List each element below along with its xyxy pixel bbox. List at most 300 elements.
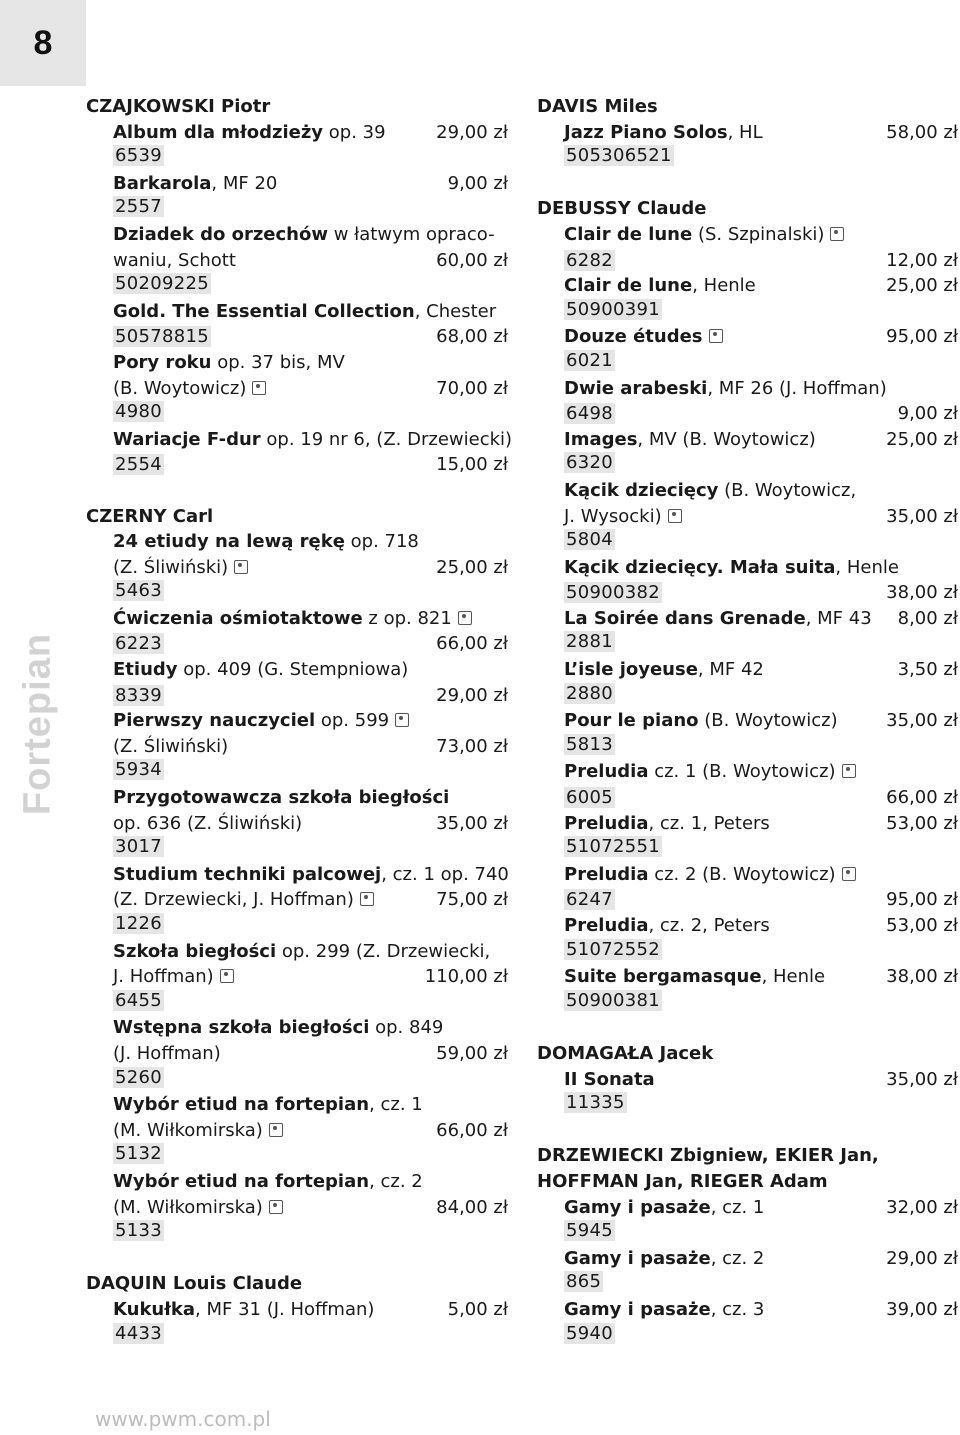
catalog-code: 5804: [566, 529, 614, 551]
catalog-entry: [537, 1246, 958, 1297]
entry-description: [113, 1015, 443, 1041]
catalog-code: 50209225: [115, 273, 210, 295]
composer-name: CZAJKOWSKI Piotr: [86, 96, 271, 117]
entry-price: 5,00 zł: [447, 1298, 508, 1320]
entry-code-line: [113, 196, 508, 222]
entry-code-line: [564, 529, 958, 555]
entry-details: , MV (B. Woytowicz): [637, 428, 816, 450]
catalog-code: 5813: [566, 733, 614, 755]
entry-title: Szkoła biegłości: [113, 940, 277, 962]
entry-details: , Henle: [835, 556, 899, 578]
catalog-entry: [86, 120, 508, 171]
composer-section: [86, 94, 513, 478]
entry-description: [113, 529, 419, 555]
entry-line: [564, 964, 958, 990]
catalog-code: 50578815: [115, 326, 210, 348]
entry-line: [564, 606, 958, 632]
entry-code-line: [564, 1092, 958, 1118]
entry-code-line: [113, 1067, 508, 1093]
cd-tag-icon: [220, 969, 234, 983]
entry-price: 66,00 zł: [886, 787, 958, 809]
entry-details: (B. Woytowicz): [113, 377, 247, 399]
entry-description: [113, 1297, 374, 1323]
entry-price: 9,00 zł: [447, 172, 508, 194]
footer-url[interactable]: www.pwm.com.pl: [95, 1407, 271, 1431]
entry-line: [113, 299, 508, 325]
entry-details: , cz. 1, Peters: [648, 812, 770, 834]
catalog-entry: [537, 913, 958, 964]
entry-description: [564, 913, 770, 939]
entry-title: Barkarola: [113, 172, 212, 194]
entry-description: [113, 964, 234, 990]
section-label: Fortepian: [16, 632, 59, 816]
entry-title: Clair de lune: [564, 275, 693, 297]
entry-description: [564, 759, 856, 785]
entry-title: Images: [564, 428, 638, 450]
entry-price: 15,00 zł: [436, 454, 508, 476]
entry-title: Gamy i pasaże: [564, 1247, 711, 1269]
entry-description: [113, 657, 408, 683]
entry-line: [113, 785, 508, 811]
entry-price: 29,00 zł: [436, 121, 508, 143]
entry-description: [113, 350, 345, 376]
catalog-code: 6455: [115, 989, 163, 1011]
composer-name: DEBUSSY Claude: [537, 198, 707, 220]
entry-price: 75,00 zł: [436, 889, 508, 911]
catalog-entry: [86, 862, 508, 939]
entry-price: 25,00 zł: [436, 556, 508, 578]
catalog-entry: [537, 222, 958, 273]
entry-code-line: [564, 785, 958, 811]
entry-code-line: [564, 836, 958, 862]
catalog-code: 5132: [115, 1143, 163, 1165]
entry-line: [113, 529, 508, 555]
entry-code-line: [113, 913, 508, 939]
entry-line: [113, 1015, 508, 1041]
catalog-entry: [86, 939, 508, 1016]
entry-description: [564, 555, 899, 581]
entry-line: [564, 555, 958, 581]
catalog-code: 5463: [115, 580, 163, 602]
entry-price: 25,00 zł: [886, 275, 958, 297]
catalog-column-left: [86, 94, 513, 1374]
cd-tag-icon: [360, 892, 374, 906]
entry-details: , MF 31 (J. Hoffman): [195, 1298, 375, 1320]
entry-code-line: [113, 145, 508, 171]
entry-description: [564, 478, 856, 504]
entry-description: [113, 734, 228, 760]
entry-details: , MF 20: [211, 172, 278, 194]
catalog-entry: [537, 862, 958, 913]
entry-price: 12,00 zł: [886, 249, 958, 271]
catalog-entry: [537, 478, 958, 555]
entry-description: [113, 939, 490, 965]
entry-details: (B. Woytowicz,: [718, 479, 857, 501]
entry-title: Kącik dziecięcy: [564, 479, 719, 501]
entry-title: Kukułka: [113, 1298, 196, 1320]
entry-code-line: [564, 452, 958, 478]
entry-description: [113, 606, 472, 632]
catalog-code: 8339: [115, 684, 163, 706]
entry-line: [113, 376, 508, 402]
entry-details: (B. Woytowicz): [698, 710, 838, 732]
catalog-code: 51072551: [566, 836, 661, 858]
composer-name: DAQUIN Louis Claude: [86, 1273, 303, 1295]
entry-code-line: [113, 683, 508, 709]
catalog-entry: [86, 606, 508, 657]
entry-title: Studium techniki palcowej: [113, 863, 382, 885]
entry-line: [113, 222, 508, 248]
entry-details: cz. 2 (B. Woytowicz): [648, 863, 836, 885]
entry-line: [113, 657, 508, 683]
entry-line: [564, 273, 958, 299]
entry-price: 3,50 zł: [897, 659, 958, 681]
composer-name: HOFFMAN Jan, RIEGER Adam: [537, 1170, 828, 1192]
entry-description: [113, 555, 248, 581]
catalog-code: 505306521: [566, 145, 672, 167]
entry-description: [113, 171, 277, 197]
entry-title: Dwie arabeski: [564, 377, 708, 399]
entry-code-line: [564, 401, 958, 427]
catalog-entry: [86, 529, 508, 606]
entry-title: Preludia: [564, 761, 649, 783]
entry-code-line: [113, 273, 508, 299]
entry-code-line: [564, 1271, 958, 1297]
entry-description: [113, 120, 386, 146]
entry-description: [113, 785, 449, 811]
entry-description: [564, 657, 764, 683]
catalog-code: 2881: [566, 631, 614, 653]
catalog-entry: [537, 376, 958, 427]
entry-description: [564, 606, 872, 632]
entry-price: 66,00 zł: [436, 633, 508, 655]
entry-details: op. 39: [323, 121, 386, 143]
entry-price: 9,00 zł: [897, 403, 958, 425]
entry-price: 38,00 zł: [886, 582, 958, 604]
entry-description: [564, 1297, 764, 1323]
entry-description: [113, 248, 236, 274]
entry-description: [113, 427, 512, 453]
entry-line: [113, 939, 508, 965]
entry-price: 70,00 zł: [436, 377, 508, 399]
entry-code-line: [564, 145, 958, 171]
entry-details: , cz. 2: [369, 1170, 423, 1192]
catalog-entry: [86, 1092, 508, 1169]
catalog-entry: [537, 811, 958, 862]
entry-line: [113, 350, 508, 376]
entry-price: 68,00 zł: [436, 326, 508, 348]
cd-tag-icon: [842, 867, 856, 881]
entry-code-line: [564, 990, 958, 1016]
composer-name: DAVIS Miles: [537, 96, 658, 117]
entry-price: 84,00 zł: [436, 1196, 508, 1218]
entry-title: Preludia: [564, 812, 649, 834]
entry-description: [564, 376, 887, 402]
catalog-code: 6282: [566, 249, 614, 271]
entry-details: w łatwym opraco-: [328, 223, 495, 245]
catalog-code: 2880: [566, 682, 614, 704]
entry-title: Przygotowawcza szkoła biegłości: [113, 787, 450, 809]
entry-details: op. 636 (Z. Śliwiński): [113, 812, 303, 834]
catalog-code: 1226: [115, 913, 163, 934]
entry-line: [113, 964, 508, 990]
catalog-entry: [537, 120, 958, 171]
entry-code-line: [564, 939, 958, 965]
entry-line: [564, 811, 958, 837]
entry-code-line: [564, 350, 958, 376]
entry-details: op. 409 (G. Stempniowa): [177, 659, 409, 681]
entry-line: [564, 504, 958, 530]
catalog-entry: [86, 350, 508, 427]
catalog-code: 51072552: [566, 938, 661, 960]
entry-line: [113, 811, 508, 837]
entry-details: , cz. 1 op. 740: [381, 863, 509, 885]
entry-details: z op. 821: [362, 607, 452, 629]
composer-name: CZERNY Carl: [86, 505, 214, 527]
entry-details: op. 19 nr 6, (Z. Drzewiecki): [260, 428, 513, 450]
entry-description: [113, 299, 496, 325]
entry-line: [564, 376, 958, 402]
entry-details: waniu, Schott: [113, 249, 236, 271]
entry-title: Wybór etiud na fortepian: [113, 1094, 370, 1116]
entry-line: [564, 759, 958, 785]
entry-details: op. 718: [344, 531, 419, 553]
catalog-code: 6223: [115, 633, 163, 655]
entry-price: 25,00 zł: [886, 428, 958, 450]
composer-section: [86, 1271, 508, 1348]
entry-code-line: [113, 452, 508, 478]
catalog-entry: [86, 1297, 508, 1348]
entry-line: [564, 862, 958, 888]
entry-title: Pour le piano: [564, 710, 699, 732]
entry-price: 110,00 zł: [424, 966, 508, 988]
entry-line: [113, 734, 508, 760]
entry-details: (Z. Drzewiecki, J. Hoffman): [113, 889, 354, 911]
catalog-entry: [86, 708, 508, 785]
entry-details: , Henle: [761, 966, 826, 988]
cd-tag-icon: [395, 713, 409, 727]
entry-title: Album dla młodzieży: [113, 121, 324, 143]
entry-description: [113, 1041, 221, 1067]
entry-line: [564, 657, 958, 683]
entry-description: [564, 708, 838, 734]
entry-line: [564, 120, 958, 146]
cd-tag-icon: [830, 227, 844, 241]
catalog-code: 865: [566, 1271, 602, 1293]
entry-title: Clair de lune: [564, 223, 693, 245]
entry-code-line: [113, 631, 508, 657]
entry-details: (Z. Śliwiński): [113, 556, 229, 578]
entry-code-line: [113, 1143, 508, 1169]
cd-tag-icon: [458, 611, 472, 625]
entry-code-line: [564, 683, 958, 709]
entry-price: 35,00 zł: [886, 505, 958, 527]
entry-code-line: [564, 1323, 958, 1349]
catalog-code: 4980: [115, 401, 163, 423]
entry-code-line: [113, 1323, 508, 1349]
catalog-entry: [86, 1015, 508, 1092]
entry-details: op. 37 bis, MV: [211, 351, 345, 373]
entry-description: [113, 1118, 283, 1144]
catalog-code: 50900381: [566, 989, 661, 1011]
catalog-entry: [86, 427, 513, 478]
catalog-code: 5260: [115, 1066, 163, 1088]
cd-tag-icon: [842, 764, 856, 778]
catalog-entry: [86, 657, 508, 708]
entry-details: , MF 42: [697, 659, 764, 681]
catalog-code: 6021: [566, 349, 614, 371]
entry-description: [564, 1246, 764, 1272]
catalog-entry: [537, 759, 958, 810]
entry-price: 95,00 zł: [886, 889, 958, 911]
entry-code-line: [564, 1220, 958, 1246]
entry-description: [113, 1195, 283, 1221]
entry-code-line: [564, 248, 958, 274]
entry-description: [113, 887, 374, 913]
entry-line: [564, 478, 958, 504]
entry-line: [564, 1195, 958, 1221]
catalog-column-right: [537, 94, 958, 1374]
catalog-code: 50900382: [566, 582, 661, 604]
entry-description: [564, 1195, 764, 1221]
catalog-entry: [537, 427, 958, 478]
entry-code-line: [564, 887, 958, 913]
composer-name: DOMAGAŁA Jacek: [537, 1042, 714, 1064]
entry-price: 58,00 zł: [886, 121, 958, 143]
catalog-code: 6498: [566, 403, 614, 425]
entry-title: Suite bergamasque: [564, 966, 762, 988]
entry-title: Gamy i pasaże: [564, 1196, 711, 1218]
cd-tag-icon: [252, 381, 266, 395]
catalog-entry: [537, 708, 958, 759]
entry-title: Ćwiczenia ośmiotaktowe: [113, 607, 363, 629]
entry-description: [564, 811, 770, 837]
entry-title: Wstępna szkoła biegłości: [113, 1017, 370, 1039]
entry-title: Jazz Piano Solos: [564, 121, 728, 143]
cd-tag-icon: [269, 1200, 283, 1214]
entry-line: [113, 862, 508, 888]
catalog-entry: [86, 785, 508, 862]
entry-description: [113, 222, 495, 248]
entry-line: [564, 324, 958, 350]
entry-details: , cz. 2: [710, 1247, 765, 1269]
entry-line: [113, 120, 508, 146]
entry-description: [564, 862, 856, 888]
entry-line: [113, 1041, 508, 1067]
entry-code-line: [113, 324, 508, 350]
catalog-code: 6005: [566, 787, 614, 809]
composer-section: [86, 504, 508, 1246]
entry-details: , Henle: [692, 275, 756, 297]
entry-description: [564, 1067, 655, 1093]
cd-tag-icon: [234, 560, 248, 574]
entry-title: Wariacje F-dur: [113, 428, 261, 450]
catalog-code: 6539: [115, 145, 163, 167]
entry-line: [113, 1195, 508, 1221]
cd-tag-icon: [668, 509, 682, 523]
catalog-entry: [86, 299, 508, 350]
catalog-entry: [537, 1067, 958, 1118]
entry-title: Douze études: [564, 326, 703, 348]
entry-price: 59,00 zł: [436, 1042, 508, 1064]
entry-code-line: [113, 580, 508, 606]
entry-details: , cz. 3: [710, 1298, 765, 1320]
entry-title: Dziadek do orzechów: [113, 223, 328, 245]
entry-details: , HL: [727, 121, 763, 143]
entry-description: [564, 427, 816, 453]
entry-line: [113, 1092, 508, 1118]
entry-description: [564, 964, 825, 990]
entry-description: [113, 1092, 423, 1118]
entry-title: Gold. The Essential Collection: [113, 300, 415, 322]
entry-line: [113, 1169, 508, 1195]
entry-line: [564, 1067, 958, 1093]
entry-details: (J. Hoffman): [113, 1042, 221, 1064]
entry-line: [564, 222, 958, 248]
entry-details: op. 599: [315, 710, 390, 732]
catalog-entry: [537, 1195, 958, 1246]
entry-price: 95,00 zł: [886, 326, 958, 348]
entry-details: , cz. 1: [369, 1094, 423, 1116]
composer-name: DRZEWIECKI Zbigniew, EKIER Jan,: [537, 1145, 879, 1167]
entry-price: 35,00 zł: [886, 1068, 958, 1090]
entry-details: op. 299 (Z. Drzewiecki,: [276, 940, 491, 962]
entry-price: 29,00 zł: [886, 1247, 958, 1269]
entry-details: cz. 1 (B. Woytowicz): [648, 761, 836, 783]
entry-title: Pierwszy nauczyciel: [113, 710, 316, 732]
entry-price: 35,00 zł: [886, 710, 958, 732]
entry-line: [113, 171, 508, 197]
catalog-entry: [537, 273, 958, 324]
entry-price: 35,00 zł: [436, 812, 508, 834]
entry-details: , MF 26 (J. Hoffman): [707, 377, 887, 399]
catalog-entry: [537, 606, 958, 657]
entry-details: (M. Wiłkomirska): [113, 1196, 263, 1218]
entry-price: 73,00 zł: [436, 735, 508, 757]
entry-line: [113, 708, 508, 734]
entry-price: 32,00 zł: [886, 1196, 958, 1218]
catalog-code: 11335: [566, 1092, 625, 1114]
entry-line: [113, 248, 508, 274]
entry-description: [564, 504, 682, 530]
entry-line: [113, 1118, 508, 1144]
catalog-code: 2554: [115, 454, 163, 476]
entry-description: [113, 1169, 423, 1195]
entry-description: [113, 708, 409, 734]
entry-description: [113, 811, 302, 837]
entry-title: Gamy i pasaże: [564, 1298, 711, 1320]
catalog-code: 2557: [115, 196, 163, 218]
entry-title: Kącik dziecięcy. Mała suita: [564, 556, 836, 578]
entry-code-line: [113, 401, 508, 427]
composer-section: [537, 94, 958, 171]
catalog-entry: [537, 657, 958, 708]
entry-price: 53,00 zł: [886, 812, 958, 834]
entry-line: [564, 1246, 958, 1272]
entry-code-line: [564, 734, 958, 760]
composer-section: [537, 196, 958, 1015]
entry-description: [564, 273, 756, 299]
entry-line: [564, 1297, 958, 1323]
catalog-code: 4433: [115, 1322, 163, 1344]
catalog-code: 5133: [115, 1220, 163, 1242]
entry-price: 8,00 zł: [897, 607, 958, 629]
entry-code-line: [113, 1220, 508, 1246]
entry-title: II Sonata: [564, 1068, 655, 1090]
catalog-code: 6320: [566, 452, 614, 474]
entry-title: Preludia: [564, 863, 649, 885]
composer-section: [537, 1041, 958, 1118]
